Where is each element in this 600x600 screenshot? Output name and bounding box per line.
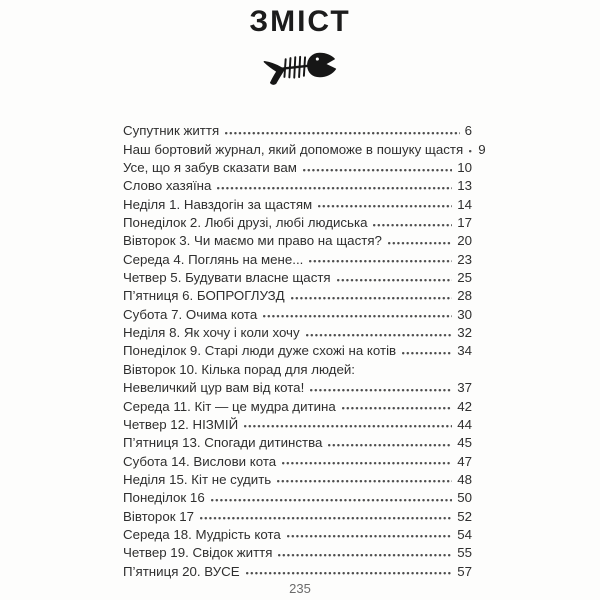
toc-entry-page: 45 bbox=[457, 435, 472, 451]
toc-leader-dots bbox=[275, 470, 452, 488]
folio-page-number: 235 bbox=[289, 581, 311, 596]
toc-entry-label: Середа 11. Кіт — це мудра дитина bbox=[123, 398, 336, 414]
toc-entry-label: Неділя 8. Як хочу і коли хочу bbox=[123, 325, 300, 341]
toc-entry-label: Понеділок 16 bbox=[123, 490, 205, 506]
toc-entry-page: 50 bbox=[457, 490, 472, 506]
toc-entry-label: Четвер 12. НІЗМІЙ bbox=[123, 416, 239, 432]
toc-entry-label: Четвер 19. Свідок життя bbox=[123, 545, 273, 561]
toc-leader-dots bbox=[215, 176, 452, 194]
toc-entry bbox=[123, 304, 472, 322]
toc-leader-dots bbox=[467, 139, 473, 157]
toc-entry-page: 30 bbox=[457, 306, 472, 322]
toc-entry-page: 44 bbox=[457, 416, 472, 432]
toc-entry-label: Четвер 5. Будувати власне щастя bbox=[123, 270, 331, 286]
toc-entry bbox=[123, 158, 472, 176]
toc-entry bbox=[123, 176, 472, 194]
toc-entry-page: 25 bbox=[457, 270, 472, 286]
toc-entry-label: П’ятниця 13. Спогади дитинства bbox=[123, 435, 323, 451]
toc-leader-dots bbox=[242, 415, 452, 433]
toc-entry-label: Вівторок 10. Кілька порад для людей: bbox=[123, 361, 355, 377]
toc-entry-label: Неділя 1. Навздогін за щастям bbox=[123, 196, 313, 212]
toc-leader-dots bbox=[301, 158, 452, 176]
toc-entry bbox=[123, 213, 472, 231]
toc-leader-dots bbox=[285, 525, 452, 543]
toc-entry bbox=[123, 470, 472, 488]
toc-entry bbox=[123, 286, 472, 304]
toc-entry bbox=[123, 451, 472, 469]
toc-entry-label: Субота 7. Очима кота bbox=[123, 306, 258, 322]
toc-entry-page: 10 bbox=[457, 160, 472, 176]
toc-entry-label: Вівторок 3. Чи маємо ми право на щастя? bbox=[123, 233, 382, 249]
toc-entry bbox=[123, 543, 472, 561]
toc-entry-page: 28 bbox=[457, 288, 472, 304]
toc-leader-dots bbox=[307, 249, 452, 267]
toc-entry bbox=[123, 139, 486, 157]
toc-entry-label: Наш бортовий журнал, який допоможе в пошуку щастя bbox=[123, 141, 464, 157]
toc-leader-dots bbox=[308, 378, 452, 396]
toc-entry-page: 48 bbox=[457, 471, 472, 487]
toc-entry-page: 55 bbox=[457, 545, 472, 561]
toc-entry-label: Неділя 15. Кіт не судить bbox=[123, 471, 272, 487]
toc-entry-page: 9 bbox=[478, 141, 486, 157]
toc-leader-dots bbox=[316, 194, 452, 212]
toc-leader-dots bbox=[400, 341, 452, 359]
toc-entry bbox=[123, 323, 472, 341]
toc-entry bbox=[123, 506, 472, 524]
toc-entry-label: Понеділок 9. Старі люди дуже схожі на котів bbox=[123, 343, 397, 359]
toc-entry-label: Понеділок 2. Любі друзі, любі людиська bbox=[123, 215, 368, 231]
toc-entry-page: 20 bbox=[457, 233, 472, 249]
toc-leader-dots bbox=[335, 268, 453, 286]
toc-leader-dots bbox=[340, 396, 452, 414]
toc-entry-label: П’ятниця 6. БОПРОГЛУЗД bbox=[123, 288, 285, 304]
toc-leader-dots bbox=[261, 304, 452, 322]
toc-entry bbox=[123, 488, 472, 506]
toc-entry-label: Середа 4. Поглянь на мене... bbox=[123, 251, 304, 267]
toc-leader-dots bbox=[289, 286, 453, 304]
toc-leader-dots bbox=[198, 506, 452, 524]
toc-entry bbox=[123, 341, 472, 359]
toc-entry bbox=[123, 231, 472, 249]
toc-leader-dots bbox=[209, 488, 452, 506]
toc-entry bbox=[123, 359, 472, 377]
toc-entry bbox=[123, 249, 472, 267]
toc-entry-page: 52 bbox=[457, 508, 472, 524]
toc-entry-page: 6 bbox=[464, 123, 472, 139]
toc-leader-dots bbox=[223, 121, 459, 139]
toc-entry bbox=[123, 121, 472, 139]
toc-entry bbox=[123, 433, 472, 451]
toc-entry-label: Субота 14. Вислови кота bbox=[123, 453, 277, 469]
toc-entry bbox=[123, 396, 472, 414]
page-title: ЗМІСТ bbox=[249, 5, 351, 38]
toc-entry-label: П’ятниця 20. ВУСЕ bbox=[123, 563, 240, 579]
toc-entry-page: 14 bbox=[457, 196, 472, 212]
toc-entry-label: Вівторок 17 bbox=[123, 508, 195, 524]
toc-leader-dots bbox=[326, 433, 452, 451]
toc-entry-page: 37 bbox=[457, 380, 472, 396]
toc-entry-page: 23 bbox=[457, 251, 472, 267]
toc-entry-page: 32 bbox=[457, 325, 472, 341]
toc-entry bbox=[123, 268, 472, 286]
toc-entry bbox=[123, 525, 472, 543]
toc-entry-label: Невеличкий цур вам від кота! bbox=[123, 380, 305, 396]
toc-entry-page: 54 bbox=[457, 526, 472, 542]
toc-leader-dots bbox=[280, 451, 452, 469]
toc-entry-label: Слово хазяїна bbox=[123, 178, 212, 194]
fishbone-icon bbox=[0, 51, 600, 89]
toc-entry-page: 17 bbox=[457, 215, 472, 231]
toc-entry bbox=[123, 561, 472, 579]
toc-entry-label: Усе, що я забув сказати вам bbox=[123, 160, 297, 176]
toc-leader-dots bbox=[386, 231, 452, 249]
toc-entry bbox=[123, 378, 472, 396]
toc-entry-label: Середа 18. Мудрість кота bbox=[123, 526, 281, 542]
toc-leader-dots bbox=[276, 543, 452, 561]
toc-entry-label: Супутник життя bbox=[123, 123, 220, 139]
toc-leader-dots bbox=[244, 561, 453, 579]
toc-entry-page: 34 bbox=[457, 343, 472, 359]
toc-entry-page: 13 bbox=[457, 178, 472, 194]
toc-entry-page: 47 bbox=[457, 453, 472, 469]
toc-leader-dots bbox=[371, 213, 452, 231]
toc-entry-page: 42 bbox=[457, 398, 472, 414]
toc-list bbox=[123, 121, 486, 580]
toc-entry bbox=[123, 415, 472, 433]
toc-entry bbox=[123, 194, 472, 212]
toc-entry-page: 57 bbox=[457, 563, 472, 579]
toc-leader-dots bbox=[304, 323, 453, 341]
